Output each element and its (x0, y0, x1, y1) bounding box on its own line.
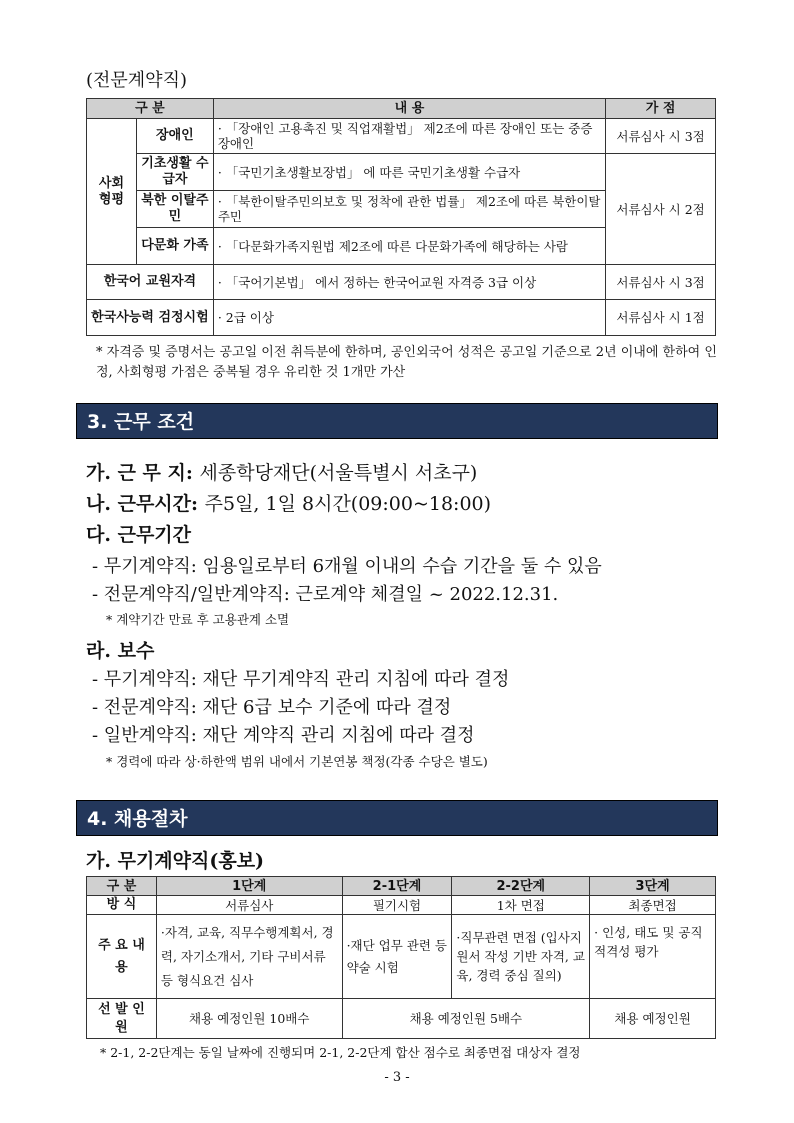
process-table (86, 876, 716, 1039)
bonus-table (86, 98, 716, 336)
row-content-defector: · 「북한이탈주민의보호 및 정착에 관한 법률」 제2조에 따른 북한이탈주민 (213, 191, 605, 228)
bonus-note: * 자격증 및 증명서는 공고일 이전 취득분에 한하며, 공인외국어 성적은 공고일 기준으로 2년 이내에 한하여 인정, 사회형평 가점은 중복될 경우 유리한 것 1개만 가산 (96, 345, 717, 380)
period-note: * 계약기간 만료 후 고용관계 소멸 (106, 612, 290, 627)
work-hours: 나. 근무시간: 주5일, 1일 8시간(09:00~18:00) (86, 493, 492, 515)
method-stage2-1: 필기시험 (342, 896, 452, 915)
content-stage2-2: ·직무관련 면접 (입사지원서 작성 기반 자격, 교육, 경력 중심 질의) (452, 915, 590, 999)
pay-item-general: - 일반계약직: 재단 계약직 관리 지침에 따라 결정 (92, 725, 475, 746)
content-stage1: ·자격, 교육, 직무수행계획서, 경력, 자기소개서, 기타 구비서류 등 형식요건 심사 (156, 915, 342, 999)
section-4-header: 4. 채용절차 (76, 800, 718, 836)
period-item-permanent: - 무기계약직: 임용일로부터 6개월 이내의 수습 기간을 둘 수 있음 (92, 556, 602, 577)
content-label: 주 요 내 용 (87, 915, 157, 999)
row-content-history-test: · 2급 이상 (213, 300, 605, 336)
row-label-multicultural: 다문화 가족 (136, 228, 213, 265)
method-stage2-2: 1차 면접 (452, 896, 590, 915)
merged-score: 서류심사 시 2점 (606, 154, 716, 265)
subtitle: (전문계약직) (86, 70, 187, 91)
pay-item-professional: - 전문계약직: 재단 6급 보수 기준에 따라 결정 (92, 697, 452, 718)
work-period-heading: 다. 근무기간 (86, 524, 191, 546)
process-header-category: 구 분 (87, 877, 157, 896)
row-label-history-test: 한국사능력 검정시험 (87, 300, 214, 336)
section-3-header: 3. 근무 조건 (76, 403, 718, 439)
header-score: 가 점 (606, 99, 716, 119)
content-stage3: · 인성, 태도 및 공직 적격성 평가 (590, 915, 716, 999)
select-stage2: 채용 예정인원 5배수 (342, 999, 590, 1039)
row-content-disabled: · 「장애인 고용촉진 및 직업재활법」 제2조에 따른 장애인 또는 중증 장애인 (213, 119, 605, 154)
process-header-stage2-1: 2-1단계 (342, 877, 452, 896)
row-content-korean-teacher: · 「국어기본법」 에서 정하는 한국어교원 자격증 3급 이상 (213, 265, 605, 300)
row-label-defector: 북한 이탈주민 (136, 191, 213, 228)
row-score-history-test: 서류심사 시 1점 (606, 300, 716, 336)
content-stage2-1: ·재단 업무 관련 등 약술 시험 (342, 915, 452, 999)
pay-note: * 경력에 따라 상·하한액 범위 내에서 기본연봉 책정(각종 수당은 별도) (106, 754, 488, 769)
row-content-welfare: · 「국민기초생활보장법」 에 따른 국민기초생활 수급자 (213, 154, 605, 191)
method-stage3: 최종면접 (590, 896, 716, 915)
period-item-contract: - 전문계약직/일반계약직: 근로계약 체결일 ~ 2022.12.31. (92, 584, 559, 605)
row-label-welfare: 기초생활 수급자 (136, 154, 213, 191)
select-label: 선 발 인 원 (87, 999, 157, 1039)
row-score-disabled: 서류심사 시 3점 (606, 119, 716, 154)
header-category: 구 분 (87, 99, 214, 119)
process-header-stage3: 3단계 (590, 877, 716, 896)
social-equity-label: 사회 형평 (87, 119, 137, 265)
header-content: 내 용 (213, 99, 605, 119)
row-label-disabled: 장애인 (136, 119, 213, 154)
method-stage1: 서류심사 (156, 896, 342, 915)
process-note: * 2-1, 2-2단계는 동일 날짜에 진행되며 2-1, 2-2단계 합산 점수로 최종면접 대상자 결정 (100, 1045, 581, 1060)
row-score-korean-teacher: 서류심사 시 3점 (606, 265, 716, 300)
method-label: 방 식 (87, 896, 157, 915)
row-label-korean-teacher: 한국어 교원자격 (87, 265, 214, 300)
select-stage3: 채용 예정인원 (590, 999, 716, 1039)
row-content-multicultural: · 「다문화가족지원법 제2조에 따른 다문화가족에 해당하는 사람 (213, 228, 605, 265)
process-subheading: 가. 무기계약직(홍보) (86, 850, 265, 872)
select-stage1: 채용 예정인원 10배수 (156, 999, 342, 1039)
work-place: 가. 근 무 지: 세종학당재단(서울특별시 서초구) (86, 462, 478, 484)
process-header-stage2-2: 2-2단계 (452, 877, 590, 896)
pay-item-permanent: - 무기계약직: 재단 무기계약직 관리 지침에 따라 결정 (92, 669, 510, 690)
pay-heading: 라. 보수 (86, 640, 155, 662)
process-header-stage1: 1단계 (156, 877, 342, 896)
page-number: - 3 - (384, 1070, 410, 1085)
